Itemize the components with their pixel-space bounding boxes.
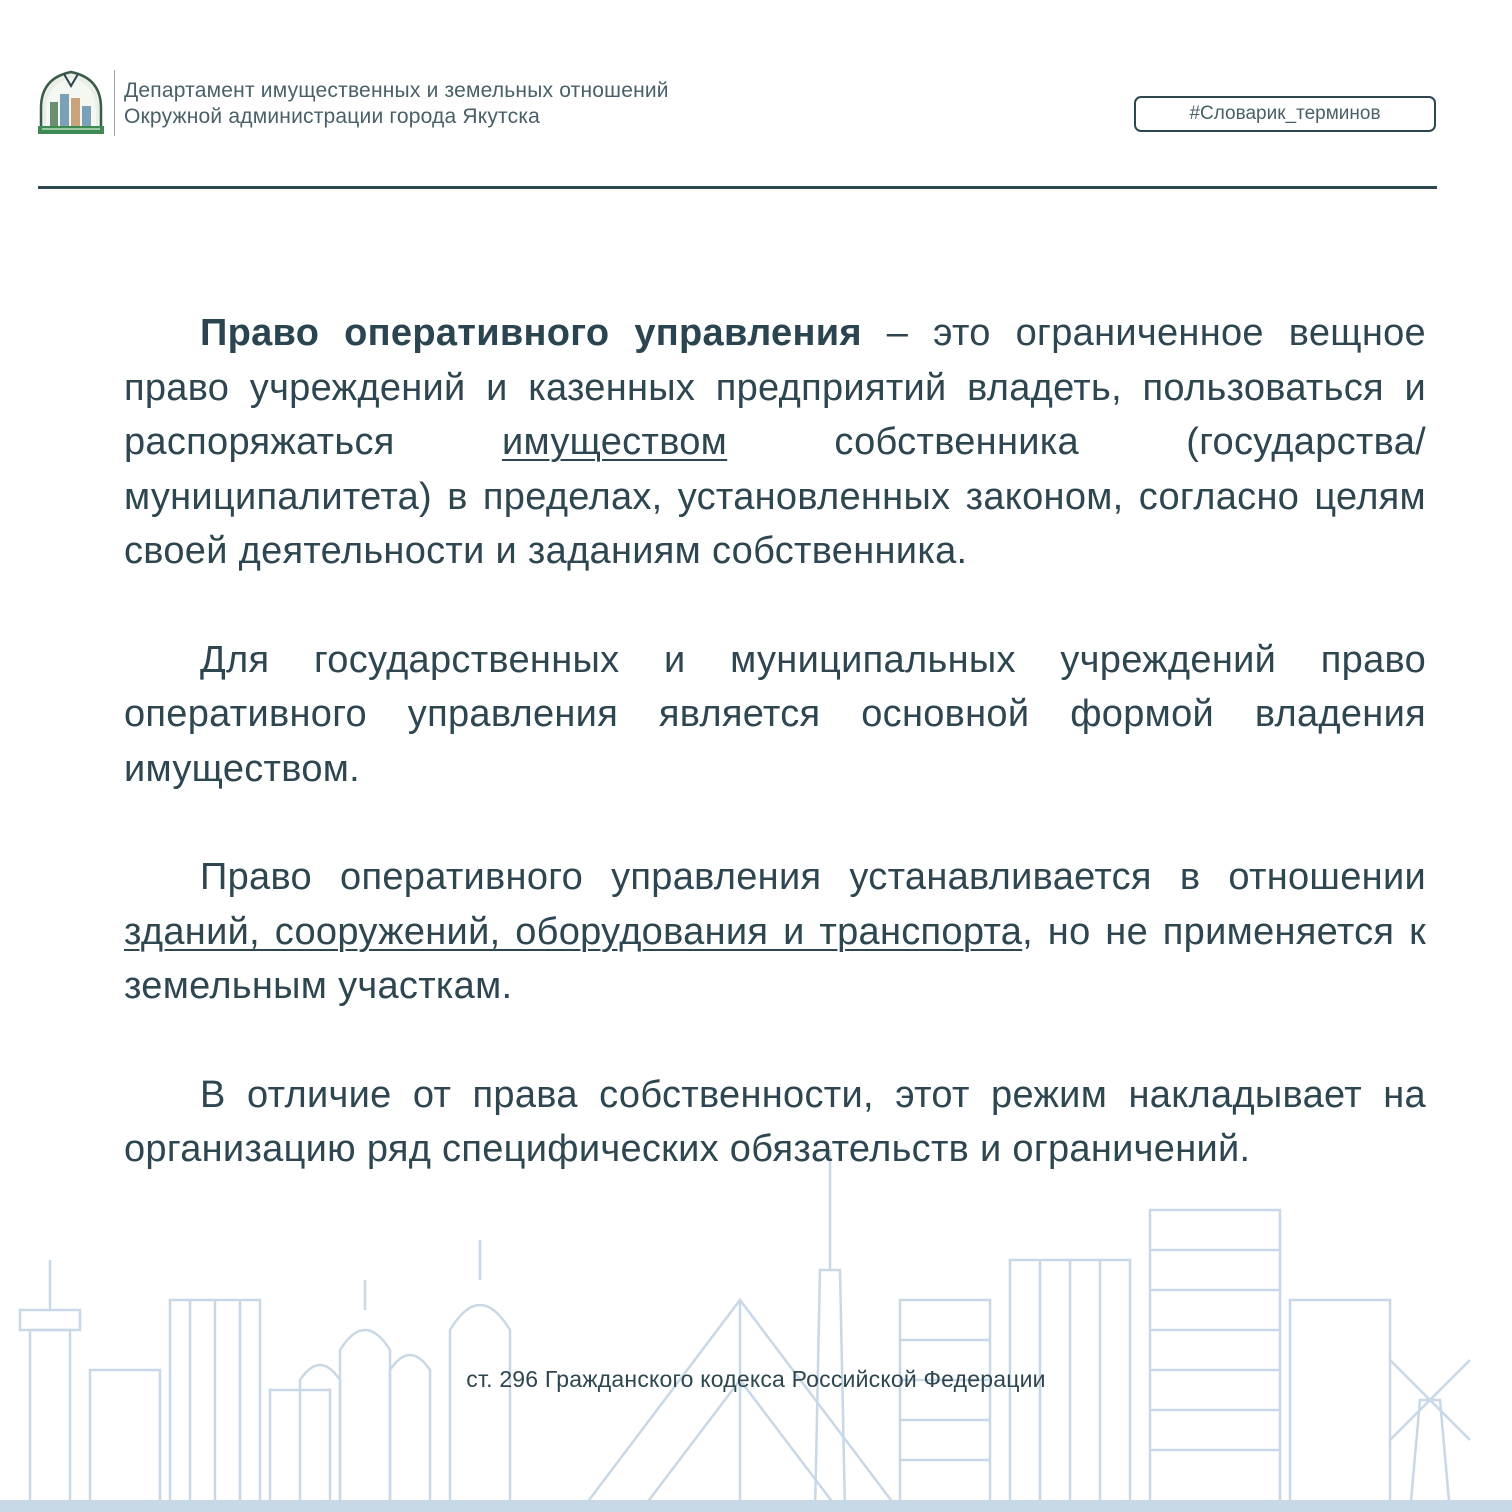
department-line-2: Окружной администрации города Якутска: [124, 105, 541, 128]
paragraph-2: Для государственных и муниципальных учреждений право оперативного управления является основной формой владения имуществом.: [124, 638, 1426, 790]
definition-text-2: собственника (государства/муниципалитета) в пределах, установленных законом, согласно целям своей деятельности и заданиям собственника.: [124, 421, 1426, 572]
paragraph-3: [124, 850, 1426, 1014]
term-title: Право оперативного управления: [200, 312, 862, 354]
definition-text-1: – это ограниченное вещное право учреждений и казенных предприятий владеть, пользоваться и распоряжаться: [124, 312, 1426, 463]
paragraph-3-text-2: , но не применяется к земельным участкам.: [124, 910, 1426, 1007]
hashtag-badge: #Словарик_терминов: [1134, 96, 1436, 132]
legal-source: ст. 296 Гражданского кодекса Российской Федерации: [466, 1366, 1046, 1392]
header: [36, 66, 1476, 146]
property-underlined: имуществом: [501, 421, 728, 463]
paragraph-4: В отличие от права собственности, этот режим накладывает на организацию ряд специфических обязательств и ограничений.: [124, 1073, 1426, 1170]
assets-underlined: зданий, сооружений, оборудования и транспорта: [124, 910, 1023, 953]
header-divider: [38, 186, 1437, 189]
department-logo-icon: [36, 68, 106, 138]
department-line-1: Департамент имущественных и земельных отношений: [124, 79, 669, 102]
paragraph-3-text-1: Право оперативного управления устанавливается в отношении: [200, 856, 1426, 898]
logo-divider: [114, 70, 115, 136]
definition-content: [124, 306, 1426, 1231]
definition-paragraph: [124, 306, 1426, 579]
department-name: [124, 78, 669, 130]
